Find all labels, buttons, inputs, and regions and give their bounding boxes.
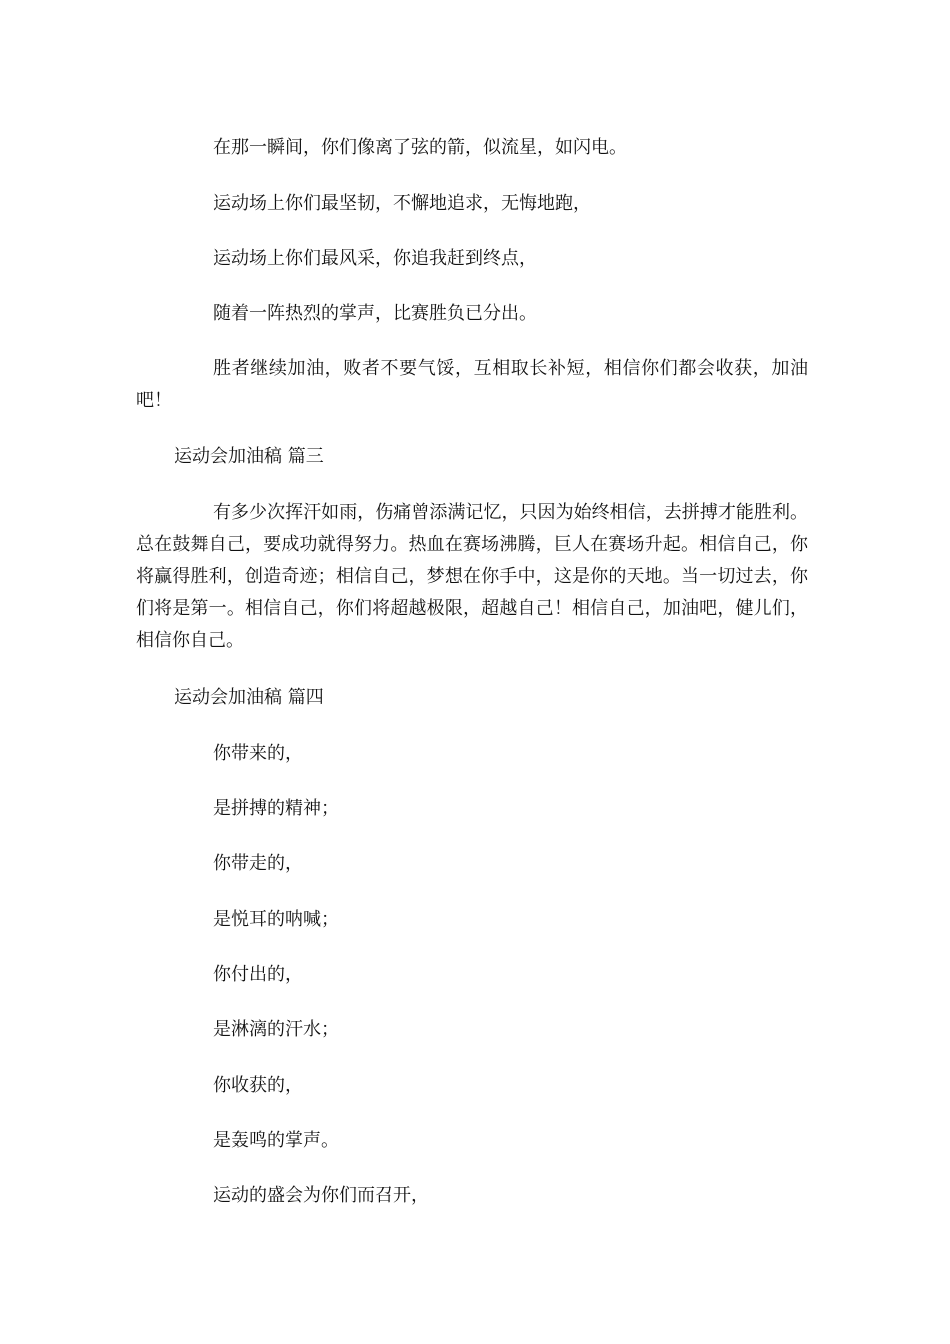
poem-line: 你付出的，: [213, 964, 303, 985]
poem-line: 你收获的，: [213, 1075, 303, 1096]
section-heading-4: 运动会加油稿 篇四: [174, 687, 324, 708]
poem-line: 是拼搏的精神；: [213, 798, 339, 819]
text-line: 运动场上你们最风采，你追我赶到终点，: [213, 248, 537, 269]
section-heading-3: 运动会加油稿 篇三: [174, 446, 324, 467]
text-line: 随着一阵热烈的掌声，比赛胜负已分出。: [213, 303, 537, 324]
poem-line: 你带走的，: [213, 853, 303, 874]
paragraph-cheer: 胜者继续加油，败者不要气馁，互相取长补短，相信你们都会收获，加油吧！: [136, 358, 808, 411]
poem-line: 是悦耳的呐喊；: [213, 909, 339, 930]
poem-line: 运动的盛会为你们而召开，: [213, 1185, 429, 1206]
poem-line: 你带来的，: [213, 743, 303, 764]
text-line: 在那一瞬间，你们像离了弦的箭，似流星，如闪电。: [213, 137, 627, 158]
poem-line: 是淋漓的汗水；: [213, 1019, 339, 1040]
text-line: 运动场上你们最坚韧，不懈地追求，无悔地跑，: [213, 193, 591, 214]
paragraph-section-3: 有多少次挥汗如雨，伤痛曾添满记忆，只因为始终相信，去拼搏才能胜利。总在鼓舞自己，要成功就得努力。热血在赛场沸腾，巨人在赛场升起。相信自己，你将赢得胜利，创造奇迹；相信自己，梦想在你手中，这是你的天地。当一切过去，你们将是第一。相信自己，你们将超越极限，超越自己！相信自己，加油吧，健儿们，相信你自己。: [136, 502, 808, 651]
poem-line: 是轰鸣的掌声。: [213, 1130, 339, 1151]
